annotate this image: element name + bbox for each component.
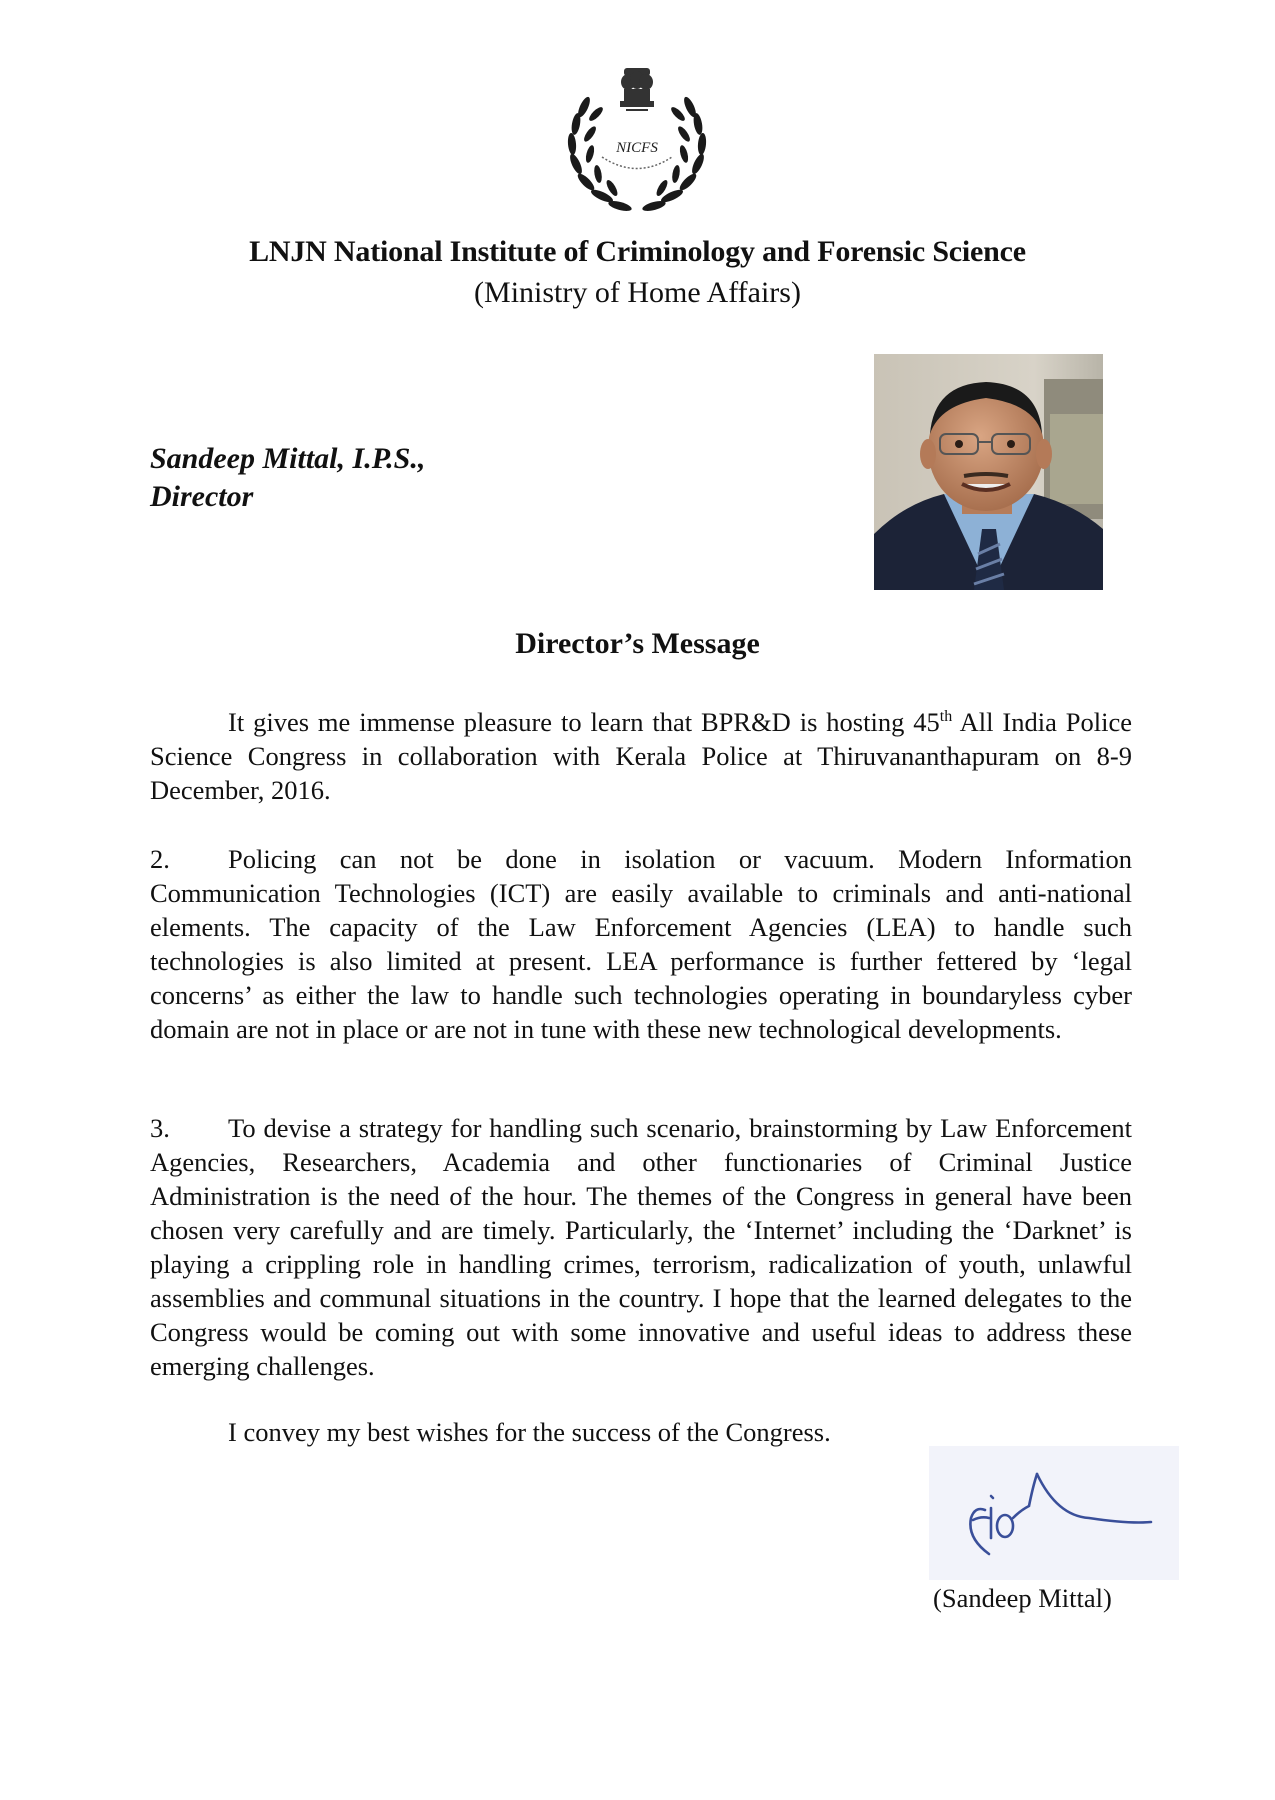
signature-icon: [929, 1446, 1179, 1580]
paragraph-text: All India Police Science Congress in collaboration with Kerala Police at Thiruvananthapuram on 8-9 December, 2016.: [150, 707, 1132, 805]
director-designation: Director: [150, 480, 254, 513]
closing-line: [150, 1415, 1132, 1449]
paragraph-text: To devise a strategy for handling such scenario, brainstorming by Law Enforcement Agencies, Researchers, Academia and other functionaries of Criminal Justice Administration is the need of the hour. The themes of the Congress in general have been chosen very carefully and are timely. Particularly, the ‘Internet’ including the ‘Darknet’ is playing a crippling role in handling crimes, terrorism, radicalization of youth, unlawful assemblies and communal situations in the country. I hope that the learned delegates to the Congress would be coming out with some innovative and useful ideas to address these emerging challenges.: [150, 1113, 1132, 1381]
handwritten-signature: [929, 1446, 1179, 1580]
document-title: Director’s Message: [515, 627, 760, 660]
message-paragraph-2: [150, 842, 1132, 1046]
national-emblem-laurel-icon: [562, 62, 712, 222]
institute-logo: [562, 62, 712, 222]
director-portrait-photo: [874, 354, 1103, 590]
paragraph-number: 2.: [150, 844, 170, 874]
svg-text:NICFS: NICFS: [616, 140, 658, 156]
director-name-block: [150, 440, 425, 516]
institute-name: LNJN National Institute of Criminology and Forensic Science: [249, 235, 1026, 268]
message-paragraph-3: [150, 1111, 1132, 1383]
message-paragraph-1: [150, 705, 1132, 807]
signatory-name: (Sandeep Mittal): [933, 1583, 1112, 1613]
paragraph-text: Policing can not be done in isolation or vacuum. Modern Information Communication Technologies (ICT) are easily available to criminals and anti-national elements. The capacity of the Law Enforcement Agencies (LEA) to handle such technologies is also limited at present. LEA performance is further fettered by ‘legal concerns’ as either the law to handle such technologies operating in boundaryless cyber domain are not in place or are not in tune with these new technological developments.: [150, 844, 1132, 1044]
ministry-name: (Ministry of Home Affairs): [474, 276, 801, 309]
paragraph-text: I convey my best wishes for the success of the Congress.: [228, 1417, 831, 1447]
paragraph-number: 3.: [150, 1113, 170, 1143]
ordinal-suffix: th: [939, 708, 953, 726]
paragraph-text: It gives me immense pleasure to learn that BPR&D is hosting 45: [228, 707, 940, 737]
director-name: Sandeep Mittal, I.P.S.,: [150, 442, 426, 475]
